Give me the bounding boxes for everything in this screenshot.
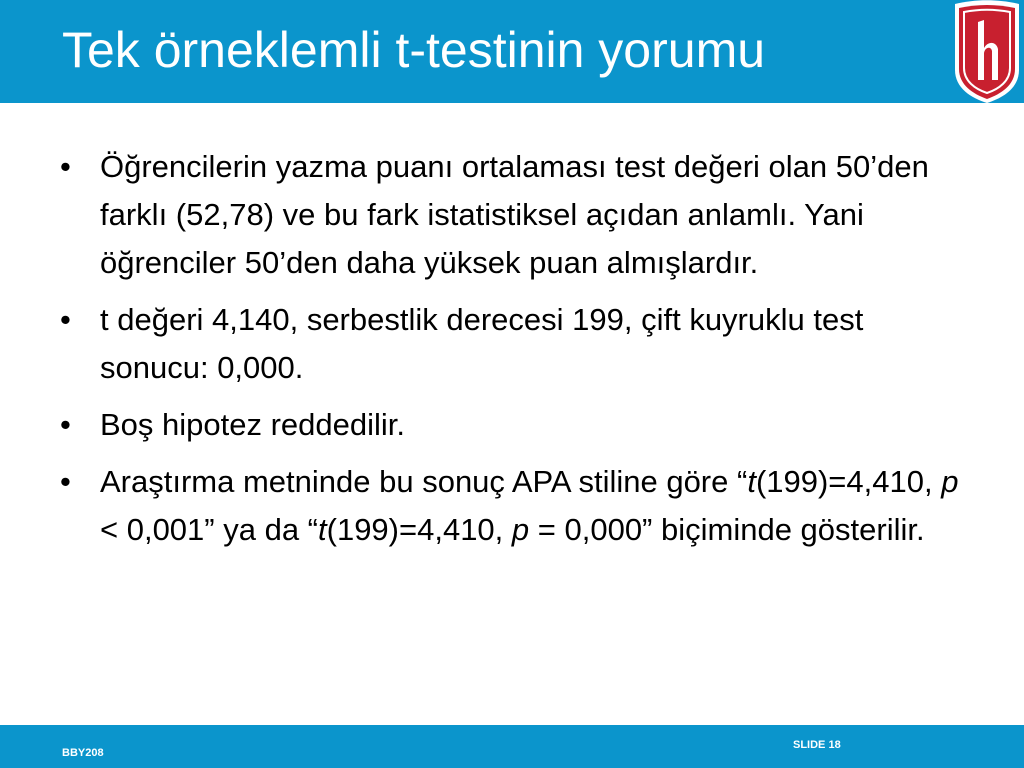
course-code: BBY208 bbox=[62, 747, 104, 759]
bullet-dot-icon: • bbox=[60, 407, 71, 442]
university-logo-icon bbox=[951, 0, 1023, 103]
bullet-dot-icon: • bbox=[60, 302, 71, 337]
bullet-content bbox=[58, 143, 968, 563]
slide-title: Tek örneklemli t-testinin yorumu bbox=[62, 22, 766, 78]
bullet-dot-icon: • bbox=[60, 149, 71, 184]
bullet-text: p bbox=[941, 464, 959, 499]
bullet-text: p bbox=[511, 512, 530, 547]
bullet-text: (199)=4,410, bbox=[755, 464, 942, 499]
bullet-item bbox=[58, 143, 968, 287]
bullet-text: t bbox=[318, 512, 327, 547]
bullet-text: t bbox=[747, 464, 756, 499]
bullet-list bbox=[58, 143, 968, 554]
bullet-dot-icon: • bbox=[60, 464, 71, 499]
bullet-item bbox=[58, 458, 968, 554]
bullet-text: (199)=4,410, bbox=[326, 512, 512, 547]
bullet-item bbox=[58, 401, 968, 449]
bullet-text: Öğrencilerin yazma puanı ortalaması test değeri olan 50’den farklı (52,78) ve bu fark istatistiksel açıdan anlamlı. Yani öğrenciler 50’den daha yüksek puan almışlardır. bbox=[100, 149, 929, 280]
footer-bar bbox=[0, 725, 1024, 768]
bullet-text: t değeri 4,140, serbestlik derecesi 199, çift kuyruklu test sonucu: 0,000. bbox=[100, 302, 864, 385]
slide-number: SLIDE 18 bbox=[793, 739, 841, 751]
bullet-item bbox=[58, 296, 968, 392]
bullet-text: Araştırma metninde bu sonuç APA stiline göre “ bbox=[100, 464, 748, 499]
bullet-text: = 0,000” biçiminde gösterilir. bbox=[529, 512, 925, 547]
bullet-text: Boş hipotez reddedilir. bbox=[100, 407, 406, 442]
bullet-text: < 0,001” ya da “ bbox=[100, 512, 318, 547]
